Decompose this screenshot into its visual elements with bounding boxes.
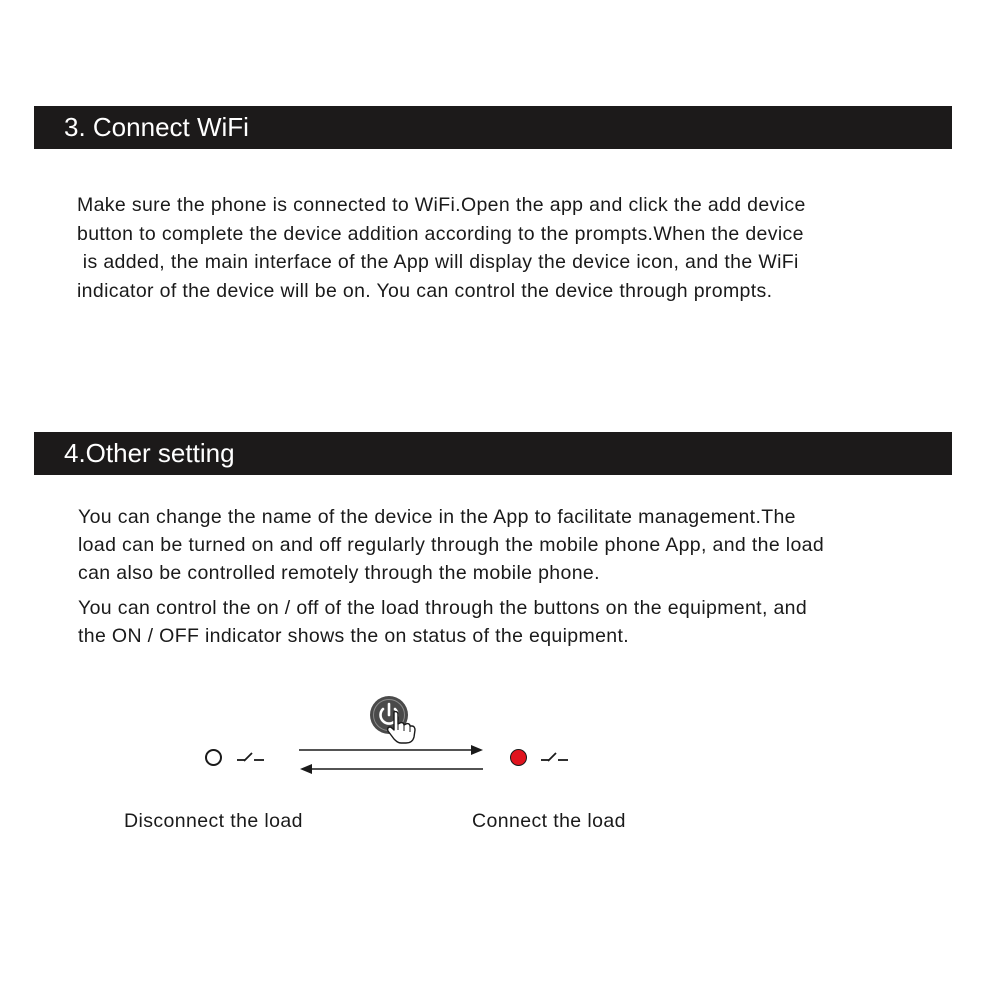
section-4-line: the ON / OFF indicator shows the on status of the equipment. (78, 625, 630, 647)
indicator-on-circle (510, 749, 527, 766)
section-4-title: 4.Other setting (64, 438, 235, 468)
section-4-line: load can be turned on and off regularly through the mobile phone App, and the load (78, 534, 825, 556)
section-3-line: button to complete the device addition according to the prompts.When the device (77, 223, 804, 245)
switch-symbol-icon (236, 751, 270, 765)
section-4-line: can also be controlled remotely through the mobile phone. (78, 562, 600, 584)
section-4-header (34, 432, 952, 475)
section-3-title: 3. Connect WiFi (64, 112, 249, 142)
section-3-line: Make sure the phone is connected to WiFi.Open the app and click the add device (77, 194, 806, 216)
arrow-right-icon (297, 743, 487, 757)
disconnect-load-label: Disconnect the load (124, 810, 303, 832)
pointing-hand-icon (386, 710, 416, 744)
section-3-header (34, 106, 952, 149)
section-4-line: You can change the name of the device in the App to facilitate management.The (78, 506, 796, 528)
indicator-off-circle (205, 749, 222, 766)
switch-symbol-icon (540, 751, 574, 765)
section-4-line: You can control the on / off of the load through the buttons on the equipment, and (78, 597, 808, 619)
section-3-line: is added, the main interface of the App will display the device icon, and the WiFi (77, 251, 799, 273)
section-3-line: indicator of the device will be on. You can control the device through prompts. (77, 280, 773, 302)
connect-load-label: Connect the load (472, 810, 626, 832)
arrow-left-icon (297, 762, 487, 776)
